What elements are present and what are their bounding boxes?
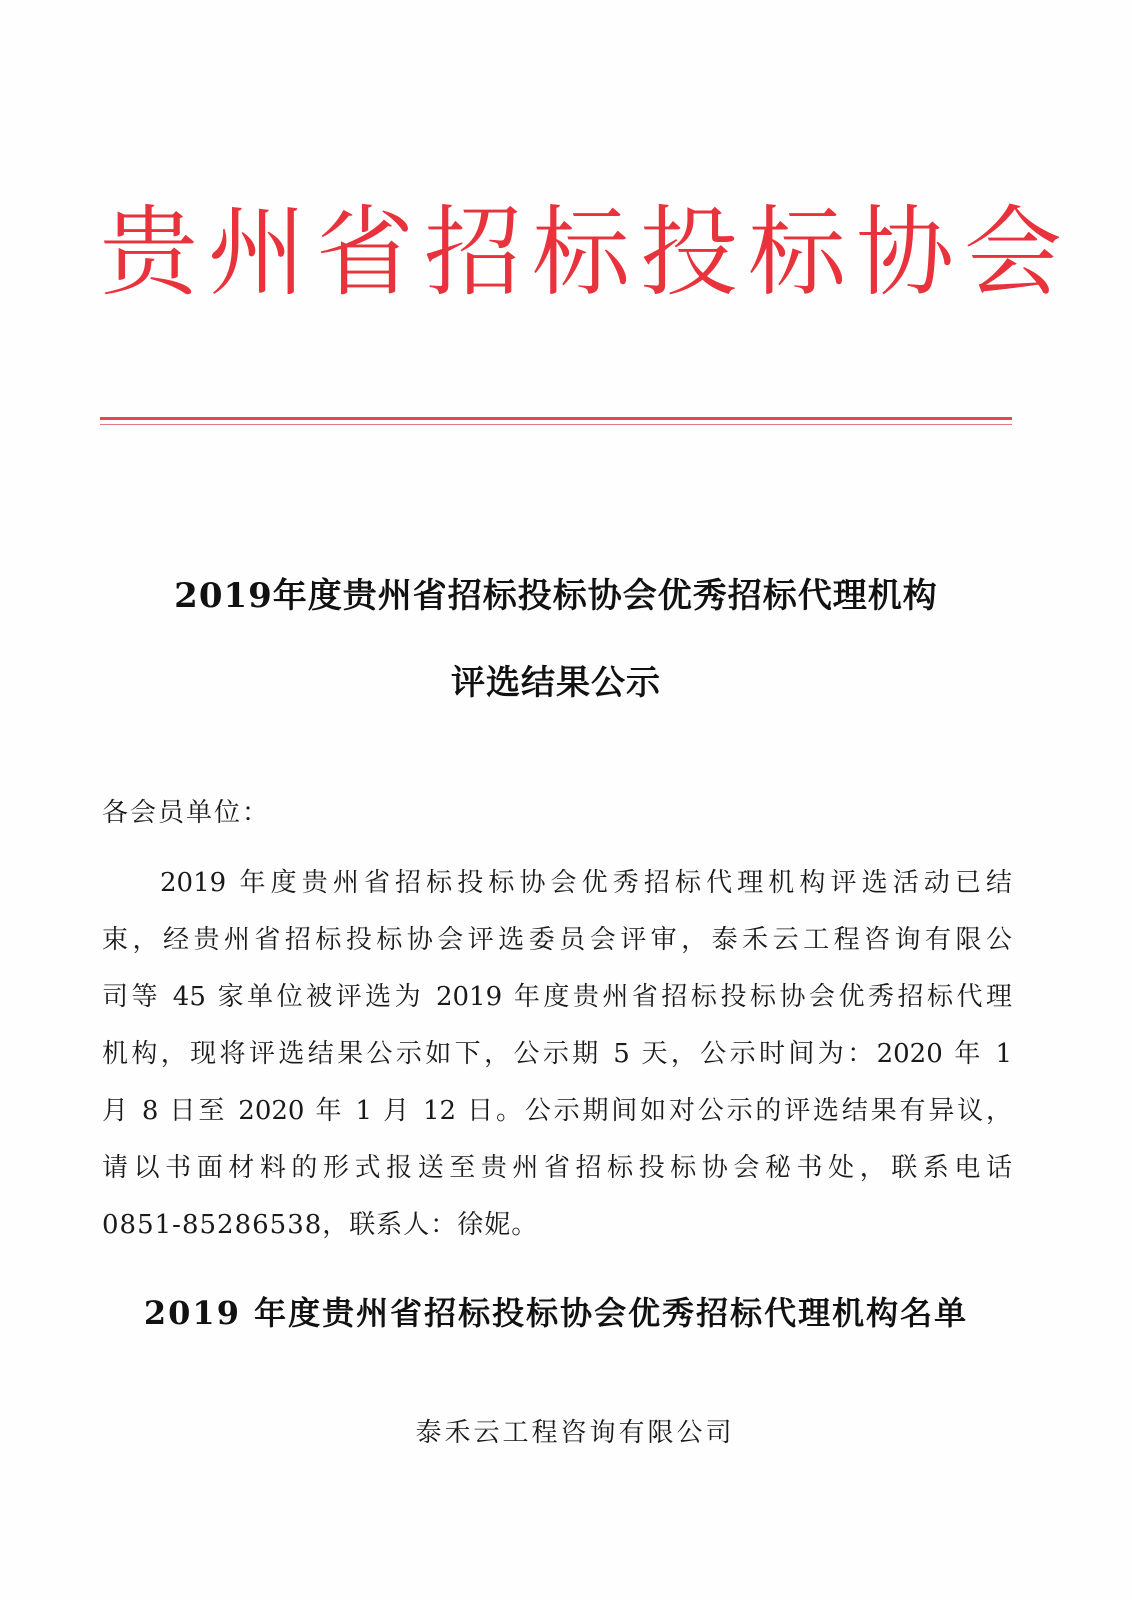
list-item: 泰禾云工程咨询有限公司: [415, 1418, 735, 1448]
letterhead-org-name: 贵州省招标投标协会: [100, 196, 1073, 310]
notice-body-line: 0851-85286538，联系人：徐妮。: [102, 1210, 539, 1240]
notice-body-line: 请以书面材料的形式报送至贵州省招标投标协会秘书处，联系电话: [102, 1153, 1012, 1183]
letterhead-rule-thin: [100, 424, 1012, 425]
notice-body-line: 司等 45 家单位被评选为 2019 年度贵州省招标投标协会优秀招标代理: [102, 982, 1012, 1012]
list-heading: 2019 年度贵州省招标投标协会优秀招标代理机构名单: [143, 1294, 969, 1332]
notice-title-line1: 2019年度贵州省招标投标协会优秀招标代理机构: [174, 576, 938, 616]
notice-salutation: 各会员单位：: [102, 798, 271, 828]
letterhead-rule-thick: [100, 417, 1012, 420]
notice-title-line2: 评选结果公示: [451, 663, 661, 703]
notice-body-line: 机构，现将评选结果公示如下，公示期 5 天，公示时间为：2020 年 1: [102, 1039, 1012, 1069]
notice-body-line: 月 8 日至 2020 年 1 月 12 日。公示期间如对公示的评选结果有异议，: [102, 1096, 1012, 1126]
notice-body-line: 束，经贵州省招标投标协会评选委员会评审，泰禾云工程咨询有限公: [102, 925, 1012, 955]
notice-body-line: 2019 年度贵州省招标投标协会优秀招标代理机构评选活动已结: [160, 868, 1012, 898]
